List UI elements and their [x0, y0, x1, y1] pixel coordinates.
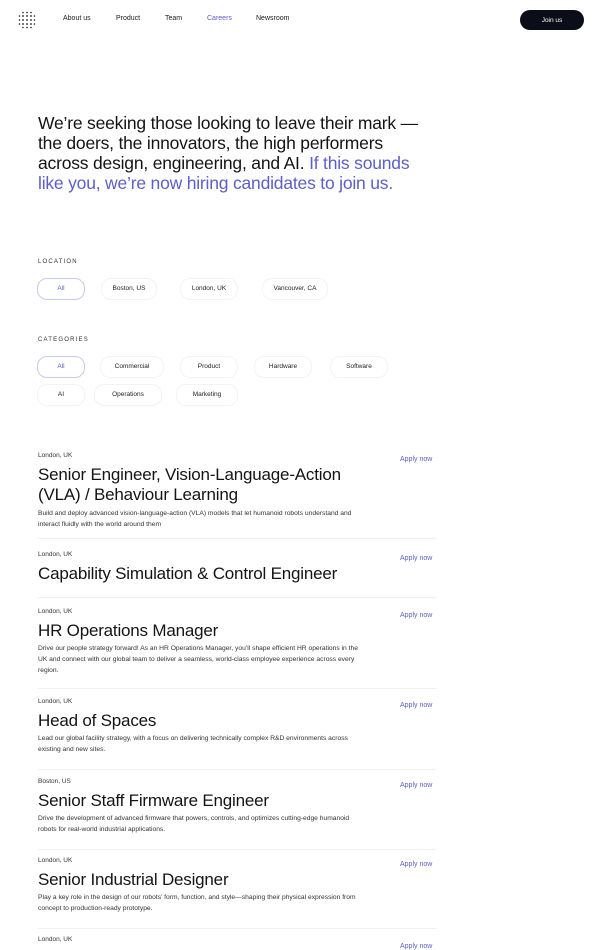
nav-link-careers[interactable]: Careers	[207, 15, 232, 22]
job-divider	[38, 849, 436, 850]
apply-now-link[interactable]: Apply now	[400, 861, 433, 868]
category-chip-all[interactable]: All	[37, 356, 85, 378]
location-chip-boston[interactable]: Boston, US	[101, 278, 157, 300]
job-location: London, UK	[38, 698, 73, 705]
job-location: London, UK	[38, 452, 73, 459]
category-chip-software[interactable]: Software	[330, 356, 388, 378]
nav-link-newsroom[interactable]: Newsroom	[256, 15, 290, 22]
job-listing[interactable]	[38, 778, 438, 853]
job-title[interactable]: Senior Staff Firmware Engineer	[38, 791, 269, 810]
job-listing[interactable]	[38, 608, 438, 692]
join-us-button[interactable]: Join us	[520, 10, 584, 30]
location-filter-label: LOCATION	[38, 259, 78, 265]
job-divider	[38, 538, 436, 539]
nav-link-product[interactable]: Product	[116, 15, 141, 22]
apply-now-link[interactable]: Apply now	[400, 612, 433, 619]
category-chip-operations[interactable]: Operations	[94, 384, 162, 406]
location-chip-vancouver[interactable]: Vancouver, CA	[262, 278, 328, 300]
hero-accent-text: If this sounds like you, we’re now hiring candidates to join us.	[38, 153, 410, 193]
job-listing[interactable]	[38, 857, 438, 932]
job-description: Lead our global facility strategy, with a focus on delivering technically complex R&D environments across existing and new sites.	[38, 735, 348, 753]
hero-heading	[38, 113, 418, 193]
job-divider	[38, 769, 436, 770]
job-description: Drive the development of advanced firmware that powers, controls, and optimizes cutting-edge humanoid robots for real-world industrial applications.	[38, 815, 350, 833]
apply-now-link[interactable]: Apply now	[400, 456, 433, 463]
job-location: London, UK	[38, 608, 73, 615]
job-title[interactable]: Capability Simulation & Control Engineer	[38, 564, 338, 583]
job-description: Drive our people strategy forward! As an HR Operations Manager, you’ll shape efficient HR operations in the UK and connect with our global team to deliver a seamless, world-class employee experience across every region.	[38, 645, 358, 674]
apply-now-link[interactable]: Apply now	[400, 943, 433, 950]
job-description: Build and deploy advanced vision-language-action (VLA) models that let humanoid robots understand and interact fluidly with the world around them	[38, 510, 352, 528]
apply-now-link[interactable]: Apply now	[400, 782, 433, 789]
job-location: London, UK	[38, 936, 73, 943]
logo-dot-grid-icon[interactable]	[18, 11, 36, 29]
job-listing[interactable]	[38, 698, 438, 773]
job-location: London, UK	[38, 551, 73, 558]
apply-now-link[interactable]: Apply now	[400, 702, 433, 709]
categories-filter-label: CATEGORIES	[38, 337, 89, 343]
job-listing[interactable]	[38, 551, 438, 601]
site-header	[0, 0, 600, 40]
category-chip-commercial[interactable]: Commercial	[100, 356, 164, 378]
job-title[interactable]: Head of Spaces	[38, 711, 157, 730]
category-chip-marketing[interactable]: Marketing	[176, 384, 238, 406]
job-title[interactable]: HR Operations Manager	[38, 621, 219, 640]
category-chip-ai[interactable]: AI	[37, 384, 85, 406]
job-divider	[38, 688, 436, 689]
nav-link-about-us[interactable]: About us	[63, 15, 91, 22]
location-chip-all[interactable]: All	[37, 278, 85, 300]
apply-now-link[interactable]: Apply now	[400, 555, 433, 562]
nav-link-team[interactable]: Team	[165, 15, 183, 22]
job-listing[interactable]	[38, 452, 438, 540]
job-title[interactable]: Senior Engineer, Vision-Language-Action (VLA) / Behaviour Learning	[38, 465, 341, 504]
hero-text: We’re seeking those looking to leave their mark — the doers, the innovators, the high performers across design, engineering, and AI.	[38, 113, 418, 173]
category-chip-product[interactable]: Product	[180, 356, 238, 378]
location-chip-london[interactable]: London, UK	[180, 278, 238, 300]
job-listing[interactable]	[38, 936, 438, 950]
category-chip-hardware[interactable]: Hardware	[254, 356, 312, 378]
job-title[interactable]: Senior Industrial Designer	[38, 870, 229, 889]
job-divider	[38, 928, 436, 929]
job-divider	[38, 597, 436, 598]
job-location: London, UK	[38, 857, 73, 864]
job-description: Play a key role in the design of our robots’ form, function, and style—shaping their physical expression from concept to production-ready prototype.	[38, 894, 356, 912]
job-location: Boston, US	[38, 778, 71, 785]
